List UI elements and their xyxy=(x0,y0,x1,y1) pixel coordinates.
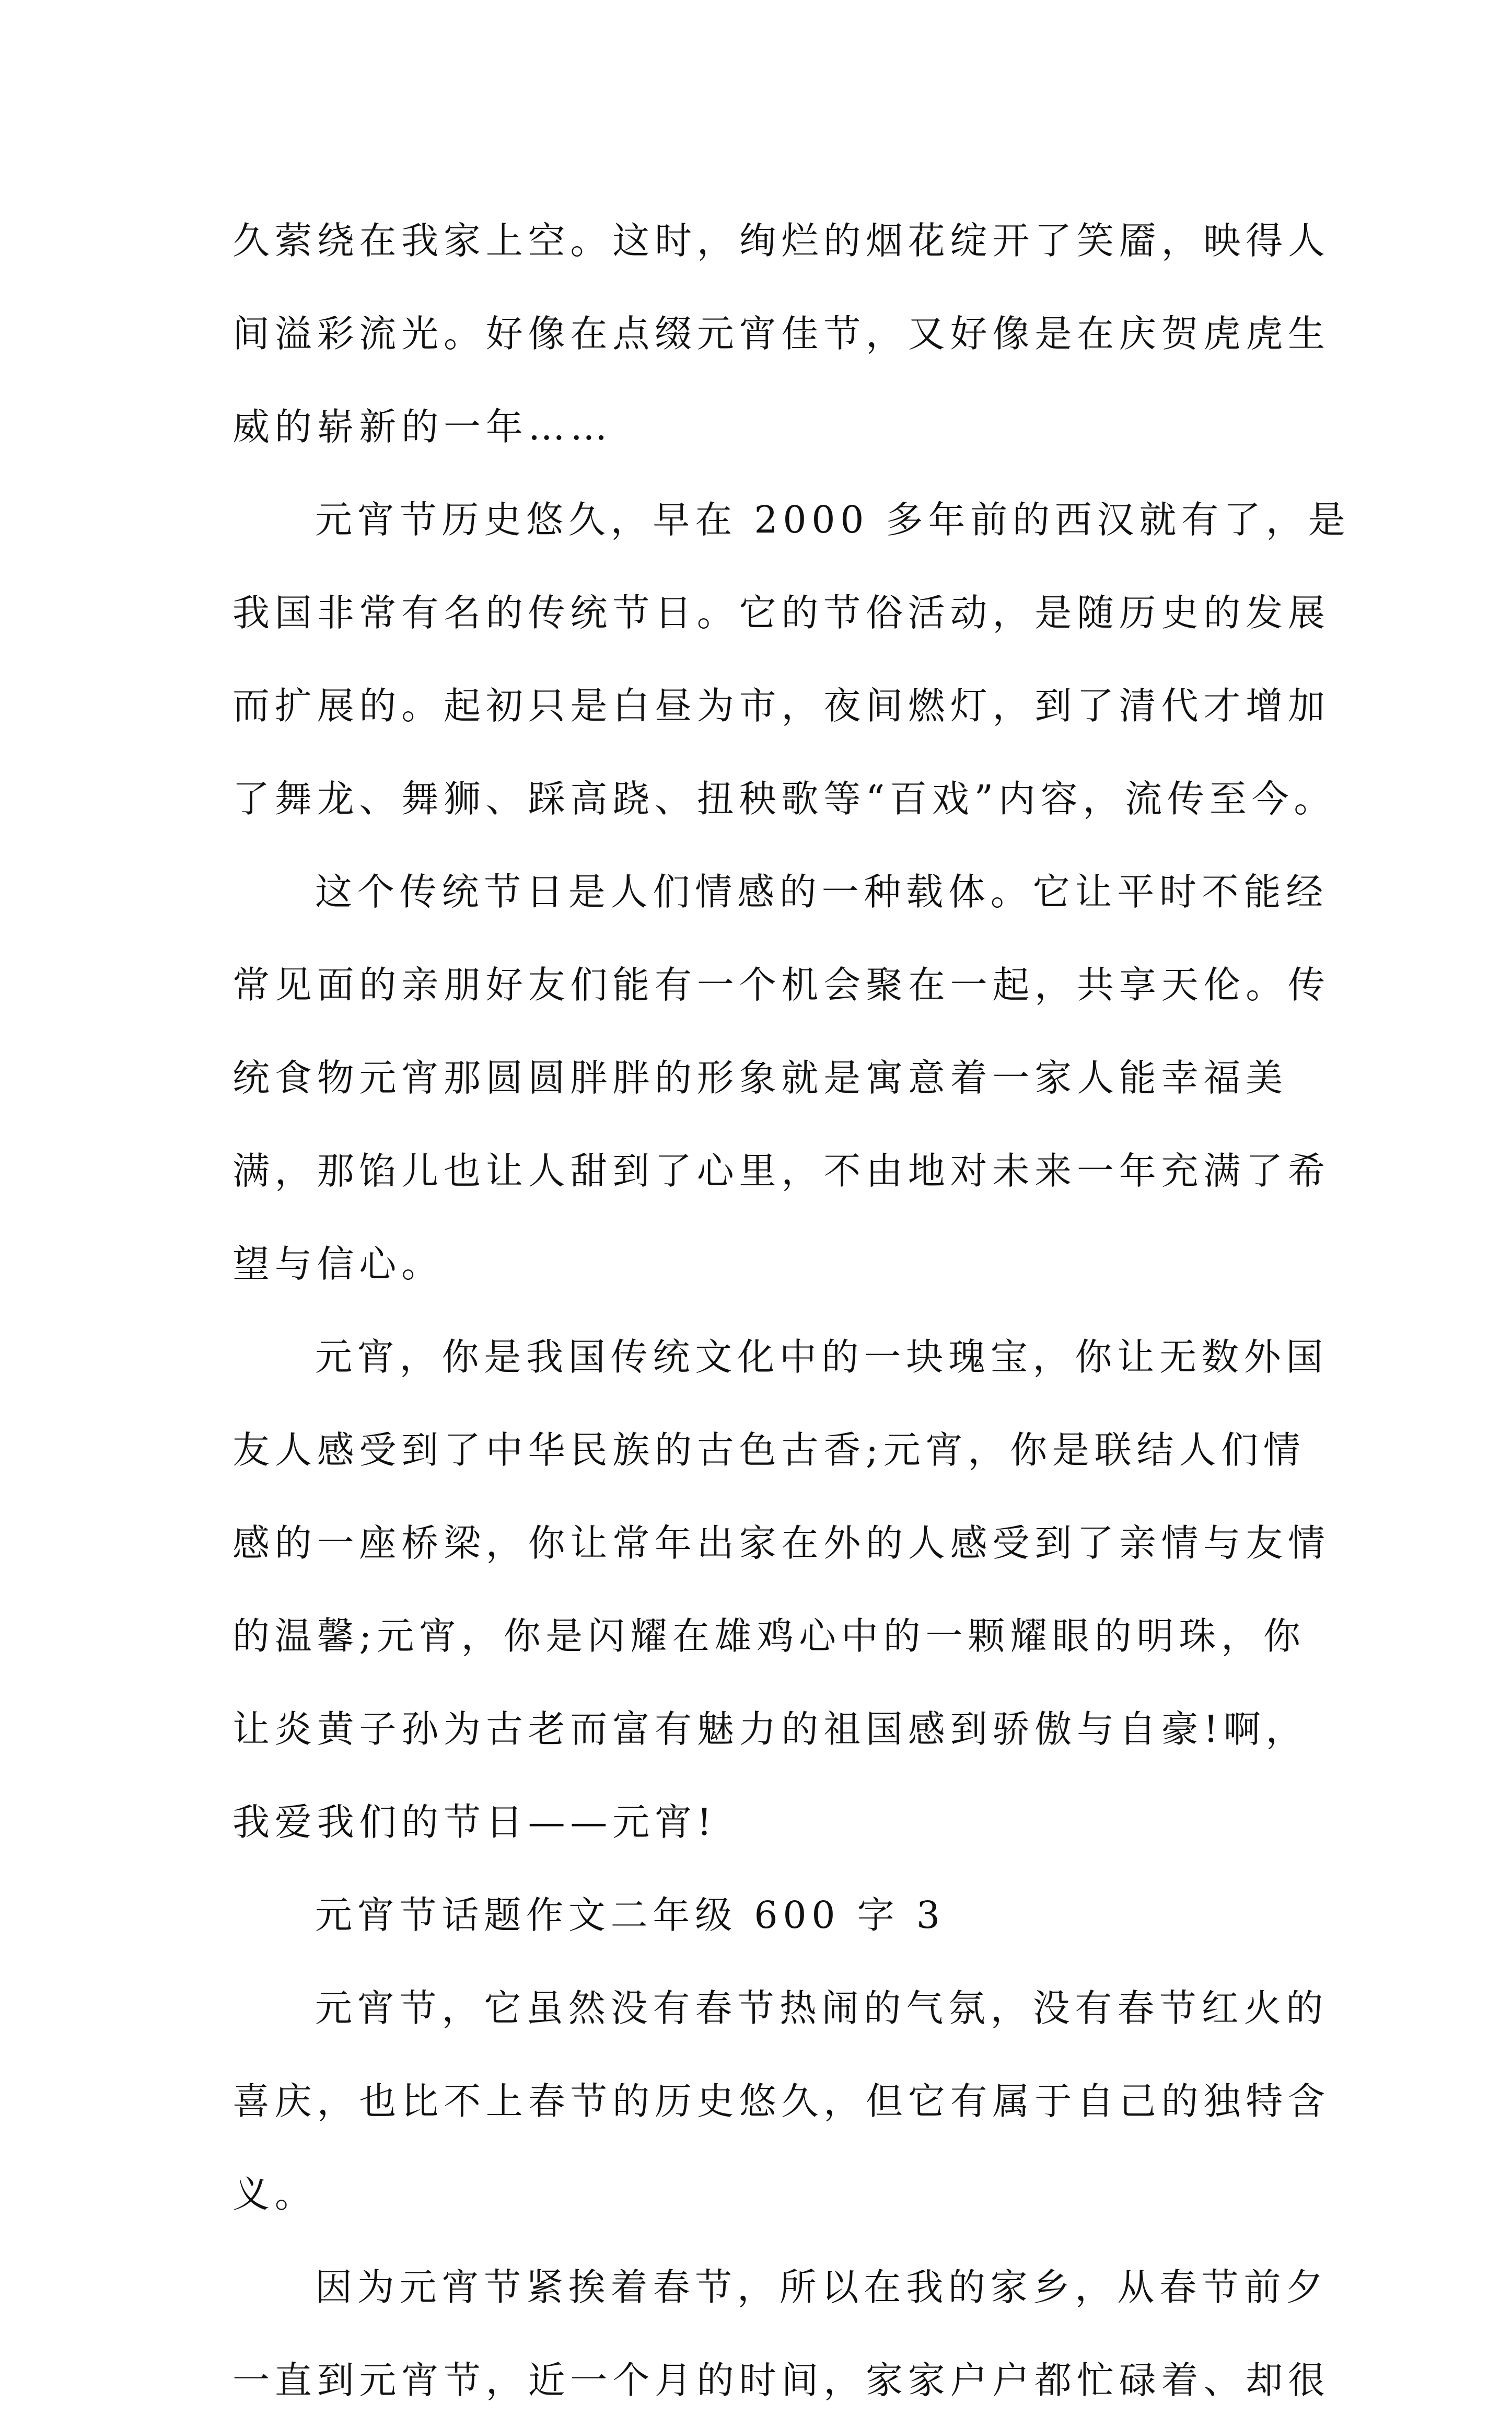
text-line: 了舞龙、舞狮、踩高跷、扭秧歌等“百戏”内容，流传至今。 xyxy=(232,777,1336,820)
text-line: 常见面的亲朋好友们能有一个机会聚在一起，共享天伦。传 xyxy=(232,963,1330,1007)
text-line: 我爱我们的节日——元宵! xyxy=(232,1800,717,1844)
text-line: 我国非常有名的传统节日。它的节俗活动，是随历史的发展 xyxy=(232,591,1330,634)
section-heading: 元宵节话题作文二年级 600 字 3 xyxy=(315,1893,945,1937)
paragraph-first-line: 元宵节，它虽然没有春节热闹的气氛，没有春节红火的 xyxy=(315,1986,1329,2030)
text-line: 间溢彩流光。好像在点缀元宵佳节，又好像是在庆贺虎虎生 xyxy=(232,312,1330,355)
text-line: 久萦绕在我家上空。这时，绚烂的烟花绽开了笑靥，映得人 xyxy=(232,219,1330,262)
paragraph-first-line: 这个传统节日是人们情感的一种载体。它让平时不能经 xyxy=(315,870,1329,914)
essay-body xyxy=(232,194,1351,2427)
text-line: 而扩展的。起初只是白昼为市，夜间燃灯，到了清代才增加 xyxy=(232,684,1330,727)
text-line: 满，那馅儿也让人甜到了心里，不由地对未来一年充满了希 xyxy=(232,1149,1330,1193)
text-line: 义。 xyxy=(232,2172,317,2216)
paragraph-first-line: 因为元宵节紧挨着春节，所以在我的家乡，从春节前夕 xyxy=(315,2266,1329,2309)
text-line: 友人感受到了中华民族的古色古香;元宵，你是联结人们情 xyxy=(232,1428,1306,1472)
text-line: 的温馨;元宵，你是闪耀在雄鸡心中的一颗耀眼的明珠，你 xyxy=(232,1614,1306,1658)
text-line: 威的崭新的一年…… xyxy=(232,405,613,448)
text-line: 一直到元宵节，近一个月的时间，家家户户都忙碌着、却很 xyxy=(232,2359,1330,2402)
paragraph-first-line: 元宵，你是我国传统文化中的一块瑰宝，你让无数外国 xyxy=(315,1335,1329,1379)
text-line: 统食物元宵那圆圆胖胖的形象就是寓意着一家人能幸福美 xyxy=(232,1056,1288,1100)
text-line: 喜庆，也比不上春节的历史悠久，但它有属于自己的独特含 xyxy=(232,2079,1330,2123)
paragraph-first-line: 元宵节历史悠久，早在 2000 多年前的西汉就有了，是 xyxy=(315,498,1351,541)
text-line: 望与信心。 xyxy=(232,1242,444,1286)
text-line: 感的一座桥梁，你让常年出家在外的人感受到了亲情与友情 xyxy=(232,1521,1330,1565)
text-line: 让炎黄子孙为古老而富有魅力的祖国感到骄傲与自豪!啊， xyxy=(232,1707,1308,1751)
